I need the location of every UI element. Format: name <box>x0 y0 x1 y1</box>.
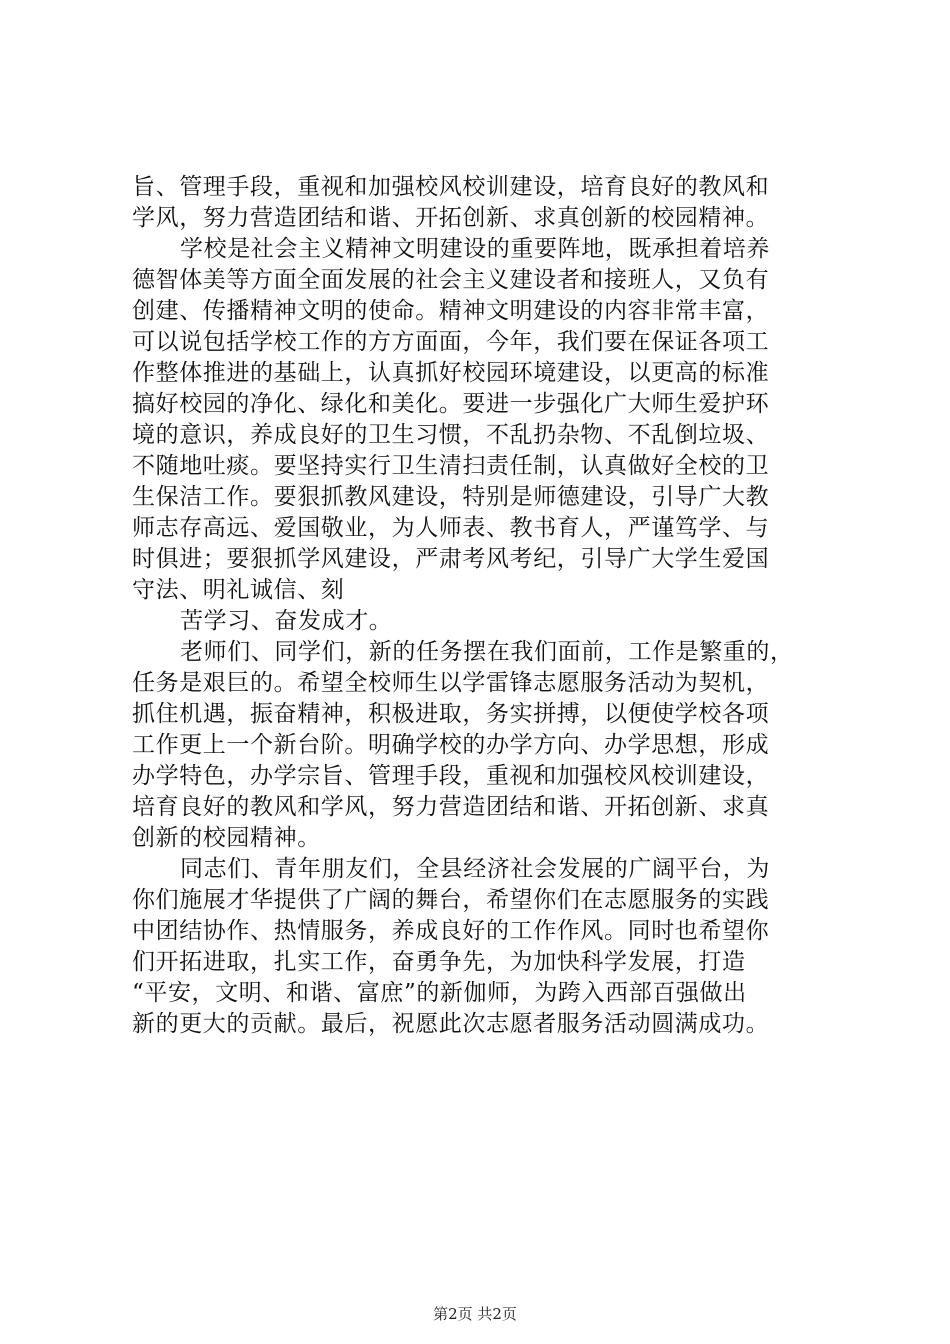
text-line: 中团结协作、热情服务，养成良好的工作作风。同时也希望你 <box>132 918 770 944</box>
text-line: 任务是艰巨的。希望全校师生以学雷锋志愿服务活动为契机， <box>132 670 770 696</box>
text-line: 办学特色，办学宗旨、管理手段，重视和加强校风校训建设， <box>132 763 770 789</box>
text-line: 德智体美等方面全面发展的社会主义建设者和接班人，又负有 <box>132 267 770 293</box>
text-line: 境的意识，养成良好的卫生习惯，不乱扔杂物、不乱倒垃圾、 <box>132 422 770 448</box>
text-line: 老师们、同学们，新的任务摆在我们面前，工作是繁重的， <box>180 639 794 665</box>
text-line: 作整体推进的基础上，认真抓好校园环境建设，以更高的标准 <box>132 360 770 386</box>
text-line: 新的更大的贡献。最后，祝愿此次志愿者服务活动圆满成功。 <box>132 1011 770 1037</box>
text-line: 搞好校园的净化、绿化和美化。要进一步强化广大师生爱护环 <box>132 391 770 417</box>
text-line: 培育良好的教风和学风，努力营造团结和谐、开拓创新、求真 <box>132 794 770 820</box>
text-line: 可以说包括学校工作的方方面面，今年，我们要在保证各项工 <box>132 329 770 355</box>
text-line: 同志们、青年朋友们，全县经济社会发展的广阔平台，为 <box>180 856 770 882</box>
text-line: 你们施展才华提供了广阔的舞台，希望你们在志愿服务的实践 <box>132 887 770 913</box>
text-line: 学校是社会主义精神文明建设的重要阵地，既承担着培养 <box>180 236 770 262</box>
body-text <box>132 172 832 1040</box>
text-line: 创新的校园精神。 <box>132 825 321 851</box>
text-line: 们开拓进取，扎实工作，奋勇争先，为加快科学发展，打造 <box>132 949 746 975</box>
text-line: 抓住机遇，振奋精神，积极进取，务实拼搏，以便使学校各项 <box>132 701 770 727</box>
text-line: 守法、明礼诚信、刻 <box>132 577 345 603</box>
text-line: 生保洁工作。要狠抓教风建设，特别是师德建设，引导广大教 <box>132 484 770 510</box>
page-footer: 第2页 共2页 <box>433 1305 517 1323</box>
text-line: 创建、传播精神文明的使命。精神文明建设的内容非常丰富， <box>132 298 770 324</box>
text-line: 师志存高远、爱国敬业，为人师表、教书育人，严谨笃学、与 <box>132 515 770 541</box>
text-line: 苦学习、奋发成才。 <box>180 608 393 634</box>
text-line: 不随地吐痰。要坚持实行卫生清扫责任制，认真做好全校的卫 <box>132 453 770 479</box>
text-line: 时俱进；要狠抓学风建设，严肃考风考纪，引导广大学生爱国 <box>132 546 770 572</box>
text-line: 学风，努力营造团结和谐、开拓创新、求真创新的校园精神。 <box>132 205 770 231</box>
text-line: 工作更上一个新台阶。明确学校的办学方向、办学思想，形成 <box>132 732 770 758</box>
text-line: “平安，文明、和谐、富庶”的新伽师，为跨入西部百强做出 <box>132 980 747 1006</box>
text-line: 旨、管理手段，重视和加强校风校训建设，培育良好的教风和 <box>132 174 770 200</box>
